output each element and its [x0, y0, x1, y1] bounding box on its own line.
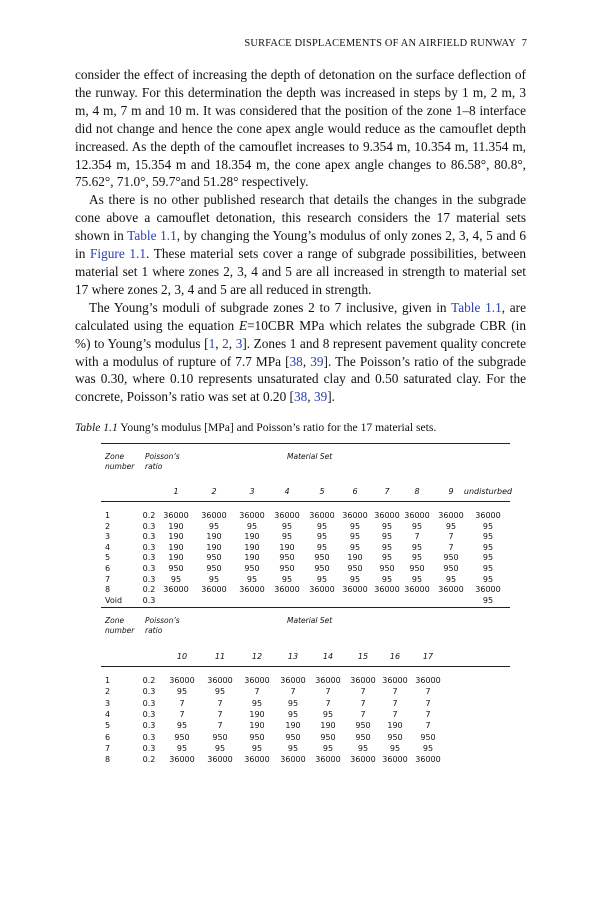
modulus-value: 190: [168, 542, 184, 552]
modulus-value: 95: [357, 743, 369, 753]
poisson-ratio: 0.3: [142, 574, 156, 584]
modulus-value: 36000: [374, 585, 400, 595]
ratio-header: ratio: [145, 462, 163, 471]
modulus-value: 7: [217, 698, 223, 708]
column-number-16: 16: [389, 652, 401, 661]
modulus-value: 7: [179, 709, 185, 719]
figure-1-1-link[interactable]: Figure 1.1: [90, 246, 146, 262]
material-set-table-2: [101, 607, 510, 777]
modulus-value: 950: [206, 553, 222, 563]
modulus-value: 36000: [201, 585, 227, 595]
modulus-value: 950: [355, 732, 371, 742]
modulus-value: 95: [411, 521, 423, 531]
modulus-value: 950: [443, 553, 459, 563]
modulus-value: 7: [360, 698, 366, 708]
poisson-ratio: 0.3: [142, 709, 156, 719]
modulus-value: 95: [445, 521, 457, 531]
modulus-value: 36000: [350, 676, 376, 685]
modulus-value: 7: [290, 687, 296, 697]
modulus-value: 950: [320, 732, 336, 742]
modulus-value: 36000: [350, 755, 376, 765]
modulus-value: 36000: [342, 511, 368, 520]
modulus-value: 95: [214, 743, 226, 753]
modulus-value: 95: [176, 721, 188, 731]
modulus-value: 190: [249, 721, 265, 731]
citation-link[interactable]: 38: [289, 353, 303, 369]
column-number-9: 9: [448, 487, 454, 496]
modulus-value: 190: [206, 532, 222, 542]
modulus-value: 36000: [382, 755, 408, 765]
modulus-value: 36000: [382, 676, 408, 685]
column-number-4: 4: [284, 487, 290, 496]
zone-number: 6: [105, 732, 111, 742]
modulus-value: 190: [244, 532, 260, 542]
modulus-value: 36000: [404, 585, 430, 595]
modulus-value: 95: [208, 574, 220, 584]
zone-number: 8: [105, 585, 111, 595]
poisson-ratio: 0.2: [142, 755, 156, 765]
modulus-value: 7: [392, 698, 398, 708]
material-set-header: Material Set: [287, 616, 333, 625]
modulus-value: 7: [414, 532, 420, 542]
modulus-value: 7: [325, 698, 331, 708]
modulus-value: 950: [387, 732, 403, 742]
modulus-value: 95: [411, 542, 423, 552]
modulus-value: 95: [482, 595, 494, 605]
modulus-value: 36000: [169, 755, 195, 765]
zone-number: 7: [105, 743, 111, 753]
modulus-value: 190: [285, 721, 301, 731]
citation-link[interactable]: 39: [310, 353, 324, 369]
zone-number: 4: [105, 709, 111, 719]
body-text: [75, 66, 526, 406]
modulus-value: 36000: [438, 585, 464, 595]
zone-header: Zone: [105, 616, 125, 625]
modulus-value: 190: [279, 542, 295, 552]
zone-number: 7: [105, 574, 111, 584]
modulus-value: 950: [168, 564, 184, 573]
modulus-value: 950: [443, 564, 459, 573]
poisson-ratio: 0.3: [142, 743, 156, 753]
modulus-value: 950: [314, 553, 330, 563]
modulus-value: 7: [425, 721, 431, 731]
modulus-value: 95: [281, 521, 293, 531]
modulus-value: 950: [174, 732, 190, 742]
column-number-15: 15: [357, 652, 369, 661]
zone-number: 2: [105, 521, 111, 531]
modulus-value: 36000: [374, 511, 400, 520]
citation-link[interactable]: 1: [208, 335, 216, 351]
modulus-value: 7: [179, 698, 185, 708]
material-set-header: Material Set: [287, 452, 333, 461]
modulus-value: 950: [244, 564, 260, 573]
modulus-value: 95: [349, 542, 361, 552]
table-caption: Table 1.1 Young’s modulus [MPa] and Poisson’s ratio for the 17 material sets.: [75, 421, 437, 434]
poisson-ratio: 0.3: [142, 732, 156, 742]
modulus-value: 950: [420, 732, 436, 742]
modulus-value: 36000: [201, 511, 227, 520]
modulus-value: 190: [206, 542, 222, 552]
table-1-1-link[interactable]: Table 1.1: [451, 299, 502, 315]
modulus-value: 7: [217, 721, 223, 731]
column-number-7: 7: [384, 487, 390, 496]
column-number-6: 6: [352, 487, 358, 496]
modulus-value: 95: [208, 521, 220, 531]
column-number-1: 1: [173, 487, 179, 496]
modulus-value: 95: [251, 743, 263, 753]
column-number-undisturbed: undisturbed: [463, 487, 513, 496]
poisson-ratio: 0.3: [142, 595, 156, 605]
modulus-value: 95: [316, 521, 328, 531]
modulus-value: 7: [448, 532, 454, 542]
modulus-value: 36000: [315, 676, 341, 685]
poisson-ratio: 0.2: [142, 676, 156, 685]
poisson-ratio: 0.3: [142, 553, 156, 563]
paragraph-1: consider the effect of increasing the depth of detonation on the surface deflection of the runway. For this determination the depth was increased in steps by 1 m, 2 m, 3 m, 4 m, 7 m and 10 m. It was considered that the position of the zone 1–8 interface did not change and hence the cone apex angle would reduce as the camouflet depth increased. As the depth of the camouflet increases to 9.354 m, 10.354 m, 11.354 m, 12.354 m, 15.354 m and 18.354 m, the cone apex angle changes to 86.58°, 80.8°, 75.62°, 71.0°, 59.7°and 51.28° respectively.: [75, 67, 526, 190]
column-number-14: 14: [322, 652, 334, 661]
modulus-value: 95: [445, 574, 457, 584]
citation-link[interactable]: 2: [222, 335, 229, 351]
modulus-value: 190: [168, 553, 184, 563]
modulus-value: 36000: [415, 755, 441, 765]
modulus-value: 95: [482, 574, 494, 584]
modulus-value: 36000: [169, 676, 195, 685]
citation-link[interactable]: 3: [235, 335, 243, 351]
modulus-value: 95: [316, 574, 328, 584]
modulus-value: 950: [409, 564, 425, 573]
zone-number: 5: [105, 721, 111, 731]
poisson-header: Poisson’s: [145, 452, 180, 461]
citation-link[interactable]: 38: [293, 389, 308, 405]
modulus-value: 7: [425, 709, 431, 719]
modulus-value: 36000: [274, 511, 300, 520]
modulus-value: 190: [387, 721, 403, 731]
modulus-value: 36000: [309, 585, 335, 595]
modulus-value: 95: [422, 743, 434, 753]
zone-number: 3: [105, 532, 111, 542]
table-top-rule: [101, 443, 510, 444]
paragraph-3: The Young’s moduli of subgrade zones 2 to 7 inclusive, given in Table 1.1, are calculated using the equation E=10CBR MPa which relates the subgrade CBR (in %) to Young’s modulus [1, 2, 3]. Zones 1 and 8 represent pavement quality concrete with a modulus of rupture of 7.7 MPa [38, 39]. The Poisson’s ratio of the subgrade was 0.30, where 0.10 represents unsaturated clay and 0.50 saturated clay. For the concrete, Poisson’s ratio was set at 0.20 [38, 39].: [75, 299, 526, 405]
modulus-value: 36000: [163, 585, 189, 595]
poisson-ratio: 0.3: [142, 564, 156, 573]
modulus-value: 95: [287, 698, 299, 708]
poisson-ratio: 0.3: [142, 532, 156, 542]
modulus-value: 95: [176, 687, 188, 697]
modulus-value: 95: [349, 532, 361, 542]
modulus-value: 95: [246, 574, 258, 584]
material-set-table-1: [101, 443, 513, 605]
modulus-value: 190: [244, 553, 260, 563]
modulus-value: 36000: [475, 511, 501, 520]
poisson-ratio: 0.2: [142, 511, 156, 520]
page-number: 7: [521, 38, 527, 49]
ratio-header: ratio: [145, 626, 163, 635]
modulus-value: 95: [381, 574, 393, 584]
modulus-value: 36000: [280, 676, 306, 685]
modulus-value: 95: [281, 574, 293, 584]
zone-number: 6: [105, 564, 111, 573]
modulus-value: 950: [279, 564, 295, 573]
column-number-10: 10: [176, 652, 188, 661]
modulus-value: 95: [176, 743, 188, 753]
modulus-value: 950: [347, 564, 363, 573]
table-top-rule: [101, 607, 510, 608]
number-header: number: [105, 462, 135, 471]
modulus-value: 36000: [415, 676, 441, 685]
modulus-value: 95: [322, 743, 334, 753]
modulus-value: 7: [448, 542, 454, 552]
modulus-value: 36000: [438, 511, 464, 520]
modulus-value: 95: [349, 521, 361, 531]
modulus-value: 95: [322, 709, 334, 719]
modulus-value: 190: [168, 532, 184, 542]
modulus-value: 190: [249, 709, 265, 719]
modulus-value: 95: [316, 542, 328, 552]
modulus-value: 95: [214, 687, 226, 697]
modulus-value: 7: [217, 709, 223, 719]
modulus-value: 190: [347, 553, 363, 563]
modulus-value: 95: [482, 542, 494, 552]
poisson-ratio: 0.3: [142, 687, 156, 697]
table-header-rule: [101, 501, 510, 502]
table-label: Table 1.1: [75, 421, 118, 434]
modulus-value: 95: [411, 553, 423, 563]
modulus-value: 950: [285, 732, 301, 742]
modulus-value: 95: [411, 574, 423, 584]
modulus-value: 950: [249, 732, 265, 742]
modulus-value: 950: [212, 732, 228, 742]
modulus-value: 950: [279, 553, 295, 563]
column-number-12: 12: [251, 652, 263, 661]
zone-number: 5: [105, 553, 111, 563]
modulus-value: 95: [287, 709, 299, 719]
zone-number: Void: [105, 595, 123, 605]
modulus-value: 36000: [239, 511, 265, 520]
column-number-3: 3: [249, 487, 255, 496]
zone-number: 1: [105, 511, 111, 520]
modulus-value: 950: [314, 564, 330, 573]
modulus-value: 95: [381, 521, 393, 531]
modulus-value: 36000: [244, 676, 270, 685]
modulus-value: 36000: [342, 585, 368, 595]
modulus-value: 7: [360, 687, 366, 697]
modulus-value: 7: [360, 709, 366, 719]
modulus-value: 7: [425, 687, 431, 697]
running-header: [244, 38, 527, 49]
paragraph-2: As there is no other published research that details the changes in the subgrade cone above a camouflet detonation, this research considers the 17 material sets shown in Table 1.1, by changing the Young’s modulus of only zones 2, 3, 4, 5 and 6 in Figure 1.1. These material sets cover a range of subgrade possibilities, between material set 1 where zones 2, 3, 4 and 5 are all increased in strength to material set 17 where zones 2, 3, 4 and 5 are all reduced in strength.: [75, 192, 526, 297]
modulus-value: 95: [246, 521, 258, 531]
table-header-rule: [101, 666, 510, 667]
modulus-value: 7: [392, 687, 398, 697]
zone-number: 4: [105, 542, 111, 552]
modulus-value: 95: [281, 532, 293, 542]
modulus-value: 95: [482, 532, 494, 542]
column-number-17: 17: [422, 652, 434, 661]
modulus-value: 36000: [315, 755, 341, 765]
equation-variable: E: [238, 317, 248, 333]
modulus-value: 950: [379, 564, 395, 573]
poisson-ratio: 0.3: [142, 542, 156, 552]
poisson-ratio: 0.3: [142, 521, 156, 531]
column-number-5: 5: [319, 487, 325, 496]
modulus-value: 36000: [207, 755, 233, 765]
modulus-value: 95: [316, 532, 328, 542]
modulus-value: 36000: [280, 755, 306, 765]
modulus-value: 190: [168, 521, 184, 531]
modulus-value: 7: [392, 709, 398, 719]
modulus-value: 950: [355, 721, 371, 731]
modulus-value: 95: [381, 532, 393, 542]
table-1-1-link[interactable]: Table 1.1: [127, 228, 177, 244]
zone-number: 1: [105, 676, 111, 685]
modulus-value: 7: [425, 698, 431, 708]
modulus-value: 190: [244, 542, 260, 552]
modulus-value: 95: [170, 574, 182, 584]
modulus-value: 36000: [274, 585, 300, 595]
zone-number: 8: [105, 755, 111, 765]
modulus-value: 36000: [404, 511, 430, 520]
modulus-value: 7: [254, 687, 260, 697]
zone-header: Zone: [105, 452, 125, 461]
zone-number: 2: [105, 687, 111, 697]
modulus-value: 190: [320, 721, 336, 731]
column-number-8: 8: [414, 487, 420, 496]
modulus-value: 95: [482, 553, 494, 563]
poisson-ratio: 0.2: [142, 585, 156, 595]
column-number-2: 2: [211, 487, 217, 496]
modulus-value: 95: [381, 553, 393, 563]
modulus-value: 36000: [244, 755, 270, 765]
modulus-value: 36000: [207, 676, 233, 685]
modulus-value: 36000: [475, 585, 501, 595]
citation-link[interactable]: 39: [313, 389, 328, 405]
modulus-value: 95: [482, 521, 494, 531]
modulus-value: 95: [389, 743, 401, 753]
poisson-header: Poisson’s: [145, 616, 180, 625]
number-header: number: [105, 626, 135, 635]
modulus-value: 95: [482, 564, 494, 573]
column-number-11: 11: [214, 652, 226, 661]
modulus-value: 36000: [239, 585, 265, 595]
modulus-value: 95: [381, 542, 393, 552]
modulus-value: 95: [251, 698, 263, 708]
zone-number: 3: [105, 698, 111, 708]
column-number-13: 13: [287, 652, 299, 661]
running-title: SURFACE DISPLACEMENTS OF AN AIRFIELD RUNWAY: [244, 38, 516, 49]
modulus-value: 7: [325, 687, 331, 697]
modulus-value: 950: [206, 564, 222, 573]
modulus-value: 95: [287, 743, 299, 753]
modulus-value: 36000: [163, 511, 189, 520]
modulus-value: 36000: [309, 511, 335, 520]
poisson-ratio: 0.3: [142, 721, 156, 731]
modulus-value: 95: [349, 574, 361, 584]
poisson-ratio: 0.3: [142, 698, 156, 708]
